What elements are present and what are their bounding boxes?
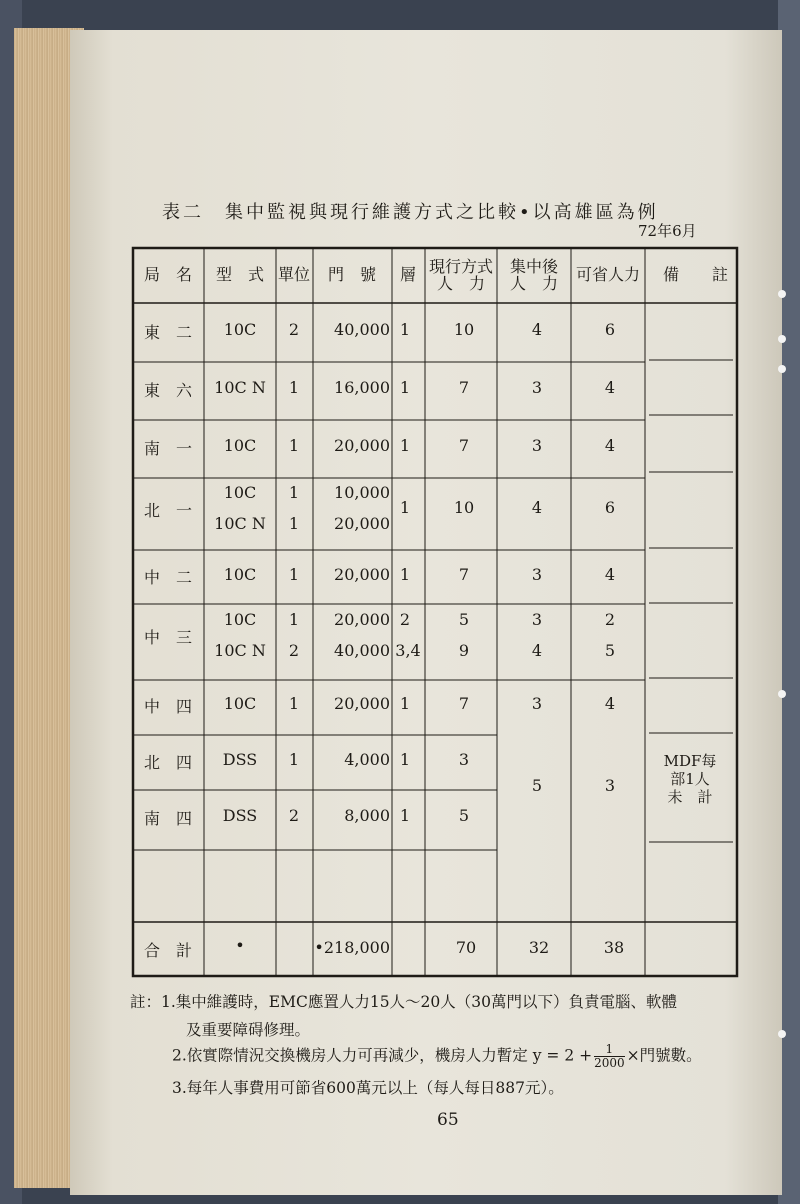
central-staff-cell: 3 [531, 694, 543, 713]
current-staff-cell: 10 [453, 498, 475, 517]
saved-staff-cell: 4 [604, 378, 616, 397]
table-title: 表二 集中監視與現行維護方式之比較•以高雄區為例 [162, 202, 659, 223]
current-staff-cell: 3 [458, 750, 470, 769]
total-central: 32 [528, 938, 550, 957]
unit-cell: 1 [288, 514, 300, 533]
current-staff-cell: 7 [458, 436, 470, 455]
floor-cell: 2 [399, 610, 411, 629]
saved-staff-cell: 4 [604, 694, 616, 713]
office-cell: 東 二 [143, 323, 193, 342]
total-lines: •218,000 [314, 938, 390, 957]
saved-staff-cell: 6 [604, 320, 616, 339]
lines-cell: 20,000 [334, 694, 390, 713]
unit-cell: 1 [288, 565, 300, 584]
table-date: 72年6月 [638, 222, 697, 240]
lines-cell: 4,000 [344, 750, 390, 769]
floor-cell: 1 [399, 378, 411, 397]
saved-staff-cell: 5 [604, 641, 616, 660]
merged-remark-cell: MDF每 部1人 未 計 [663, 752, 717, 806]
current-staff-cell: 5 [458, 610, 470, 629]
central-staff-cell: 3 [531, 610, 543, 629]
office-cell: 北 一 [143, 501, 193, 520]
lines-cell: 8,000 [344, 806, 390, 825]
floor-cell: 1 [399, 806, 411, 825]
header-unit: 單位 [277, 265, 311, 284]
current-staff-cell: 7 [458, 694, 470, 713]
note-2-fraction: $\frac{1}{2000}$ [594, 1042, 625, 1070]
type-cell: 10C [223, 483, 257, 502]
lines-cell: 16,000 [334, 378, 390, 397]
floor-cell: 1 [399, 694, 411, 713]
office-cell: 北 四 [143, 753, 193, 772]
note-3: 3.每年人事費用可節省600萬元以上（每人每日887元）。 [172, 1079, 564, 1097]
unit-cell: 1 [288, 436, 300, 455]
unit-cell: 2 [288, 320, 300, 339]
total-label: 合 計 [143, 941, 193, 960]
current-staff-cell: 7 [458, 565, 470, 584]
unit-cell: 1 [288, 378, 300, 397]
header-current-method: 現行方式 人 力 [428, 257, 494, 293]
lines-cell: 20,000 [334, 610, 390, 629]
office-cell: 中 三 [143, 628, 193, 647]
office-cell: 南 一 [143, 439, 193, 458]
saved-staff-cell: 4 [604, 436, 616, 455]
total-type: • [235, 936, 245, 955]
lines-cell: 40,000 [334, 320, 390, 339]
unit-cell: 2 [288, 641, 300, 660]
central-staff-cell: 3 [531, 565, 543, 584]
merged-saved-cell: 3 [604, 776, 616, 795]
page-number: 65 [437, 1110, 459, 1130]
floor-cell: 1 [399, 498, 411, 517]
central-staff-cell: 4 [531, 498, 543, 517]
unit-cell: 1 [288, 610, 300, 629]
central-staff-cell: 4 [531, 641, 543, 660]
office-cell: 南 四 [143, 809, 193, 828]
header-office: 局 名 [143, 265, 193, 284]
unit-cell: 1 [288, 750, 300, 769]
lines-cell: 40,000 [334, 641, 390, 660]
saved-staff-cell: 4 [604, 565, 616, 584]
lines-cell: 10,000 [334, 483, 390, 502]
office-cell: 東 六 [143, 381, 193, 400]
central-staff-cell: 4 [531, 320, 543, 339]
floor-cell: 1 [399, 750, 411, 769]
header-remark-b: 註 [712, 265, 729, 284]
current-staff-cell: 7 [458, 378, 470, 397]
type-cell: 10C [223, 320, 257, 339]
header-saved: 可省人力 [575, 265, 641, 284]
floor-cell: 1 [399, 320, 411, 339]
merged-central-cell: 5 [531, 776, 543, 795]
floor-cell: 3,4 [395, 641, 421, 660]
header-floor: 層 [399, 265, 417, 284]
saved-staff-cell: 2 [604, 610, 616, 629]
central-staff-cell: 3 [531, 436, 543, 455]
lines-cell: 20,000 [334, 514, 390, 533]
total-saved: 38 [603, 938, 625, 957]
type-cell: DSS [222, 806, 258, 825]
saved-staff-cell: 6 [604, 498, 616, 517]
note-2: 2.依實際情況交換機房人力可再減少，機房人力暫定 y = 2 + $\frac{1}{2000}$ ×門號數。 [172, 1042, 702, 1070]
floor-cell: 1 [399, 436, 411, 455]
unit-cell: 1 [288, 694, 300, 713]
current-staff-cell: 10 [453, 320, 475, 339]
floor-cell: 1 [399, 565, 411, 584]
type-cell: 10C [223, 694, 257, 713]
unit-cell: 1 [288, 483, 300, 502]
note-1a: 註：1.集中維護時，EMC應置人力15人～20人（30萬門以下）負責電腦、軟體 [130, 993, 678, 1011]
office-cell: 中 四 [143, 697, 193, 716]
total-current: 70 [455, 938, 477, 957]
unit-cell: 2 [288, 806, 300, 825]
lines-cell: 20,000 [334, 565, 390, 584]
header-lines: 門 號 [327, 265, 377, 284]
type-cell: 10C [223, 565, 257, 584]
central-staff-cell: 3 [531, 378, 543, 397]
office-cell: 中 二 [143, 568, 193, 587]
header-after-central: 集中後 人 力 [509, 257, 559, 293]
type-cell: DSS [222, 750, 258, 769]
type-cell: 10C N [214, 514, 266, 533]
type-cell: 10C N [214, 378, 266, 397]
lines-cell: 20,000 [334, 436, 390, 455]
note-1b: 及重要障碍修理。 [186, 1021, 311, 1039]
current-staff-cell: 9 [458, 641, 470, 660]
current-staff-cell: 5 [458, 806, 470, 825]
type-cell: 10C N [214, 641, 266, 660]
type-cell: 10C [223, 436, 257, 455]
header-type: 型 式 [215, 265, 265, 284]
type-cell: 10C [223, 610, 257, 629]
header-remark-a: 備 [663, 265, 680, 284]
